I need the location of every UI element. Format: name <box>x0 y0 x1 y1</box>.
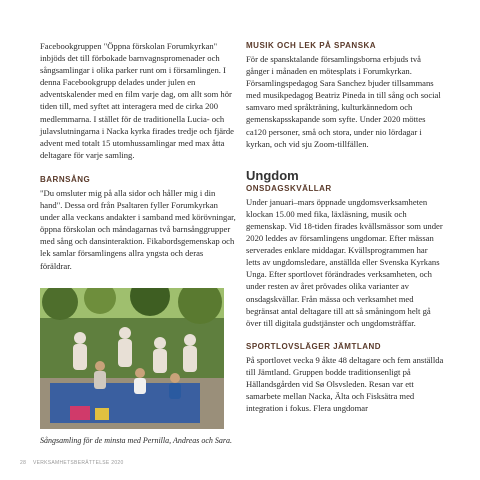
page-footer <box>20 460 124 466</box>
left-column <box>40 40 236 272</box>
page-number: 28 <box>20 460 27 466</box>
intro-paragraph: Facebookgruppen "Öppna förskolan Forumkyrkan" inbjöds det till förbokade barnvagnspromenader och sångsamlingar i olika parker runt om i församlingen. I denna Facebookgrupp delades under julen en adventskalender med en film varje dag, om allt som hör tiden till, med syftet att interagera med de cirka 200 medlemmarna. I stället för de traditionella Lucia- och julavslutningarna i Nacka kyrka firades tredje och fjärde advent med totalt 15 utomhussamlingar med max åtta deltagare för varje samling. <box>40 41 234 160</box>
singing-group-photo <box>40 288 224 429</box>
ungdom-heading: Ungdom <box>246 167 299 183</box>
barnsang-paragraph: "Du omsluter mig på alla sidor och håller mig i din hand". Dessa ord från Psaltaren fyller Forumkyrkan under alla veckans andakter i samband med körövningar, öppna förskolan och måndagarnas två barnsånggrupper med sång och dansinteraktion. Fikabordsgemenskap och lek samlar församlingens allra yngsta och deras föräldrar. <box>40 187 236 271</box>
barnsang-heading: BARNSÅNG <box>40 174 91 184</box>
right-column <box>246 40 444 414</box>
musik-heading: MUSIK OCH LEK PÅ SPANSKA <box>246 41 377 50</box>
musik-paragraph: För de spansktalande församlingsborna erbjuds två gånger i månaden en mötesplats i Forumkyrkan. Församlingspedagog Sara Sanchez bjuder tillsammans med musikpedagog Beatriz Pineda in till sång och social samvaro med språkträning, kulturkännedom och gemenskapsskapande som syfte. Under 2020 möttes ca120 personer, små och stora, under nio lördagar i kyrkan, och vid sju Zoom-tillfällen. <box>246 54 441 149</box>
footer-label: VERKSAMHETSBERÄTTELSE 2020 <box>32 460 124 466</box>
onsdag-heading: ONSDAGSKVÄLLAR <box>246 183 332 193</box>
photo-caption: Sångsamling för de minsta med Pernilla, Andreas och Sara. <box>40 436 232 445</box>
sportlov-paragraph: På sportlovet vecka 9 åkte 48 deltagare och fem anställda till Jämtland. Gruppen bodde traditionsenligt på Hällandsgården vid Sø Olsvsleden. Resan var ett samarbete mellan Nacka, Älta och Fisksätra med integration i fokus. Flera ungdomar <box>246 354 444 414</box>
sportlov-heading: SPORTLOVSLÄGER JÄMTLAND <box>246 341 382 351</box>
onsdag-paragraph: Under januari–mars öppnade ungdomsverksamheten klockan 15.00 med fika, läxläsning, musik och gemenskap. Vid 18-tiden firades kvällsmässor som under 2020 leddes av församlingens ungdomar. Efter mässan serverades enklare middagar. Kvällsprogrammen har letts av ungdomsledare, anställda eller Svenska Kyrkans Unga. Efter sportlovet förändrades verksamheten, och under resten av året prövades olika varianter av onsdagskvällar. Från mässa och verksamhet med begränsat antal deltagare till att så småningom helt gå över till digitala gudstjänster och ungdomsträffar. <box>246 196 443 328</box>
